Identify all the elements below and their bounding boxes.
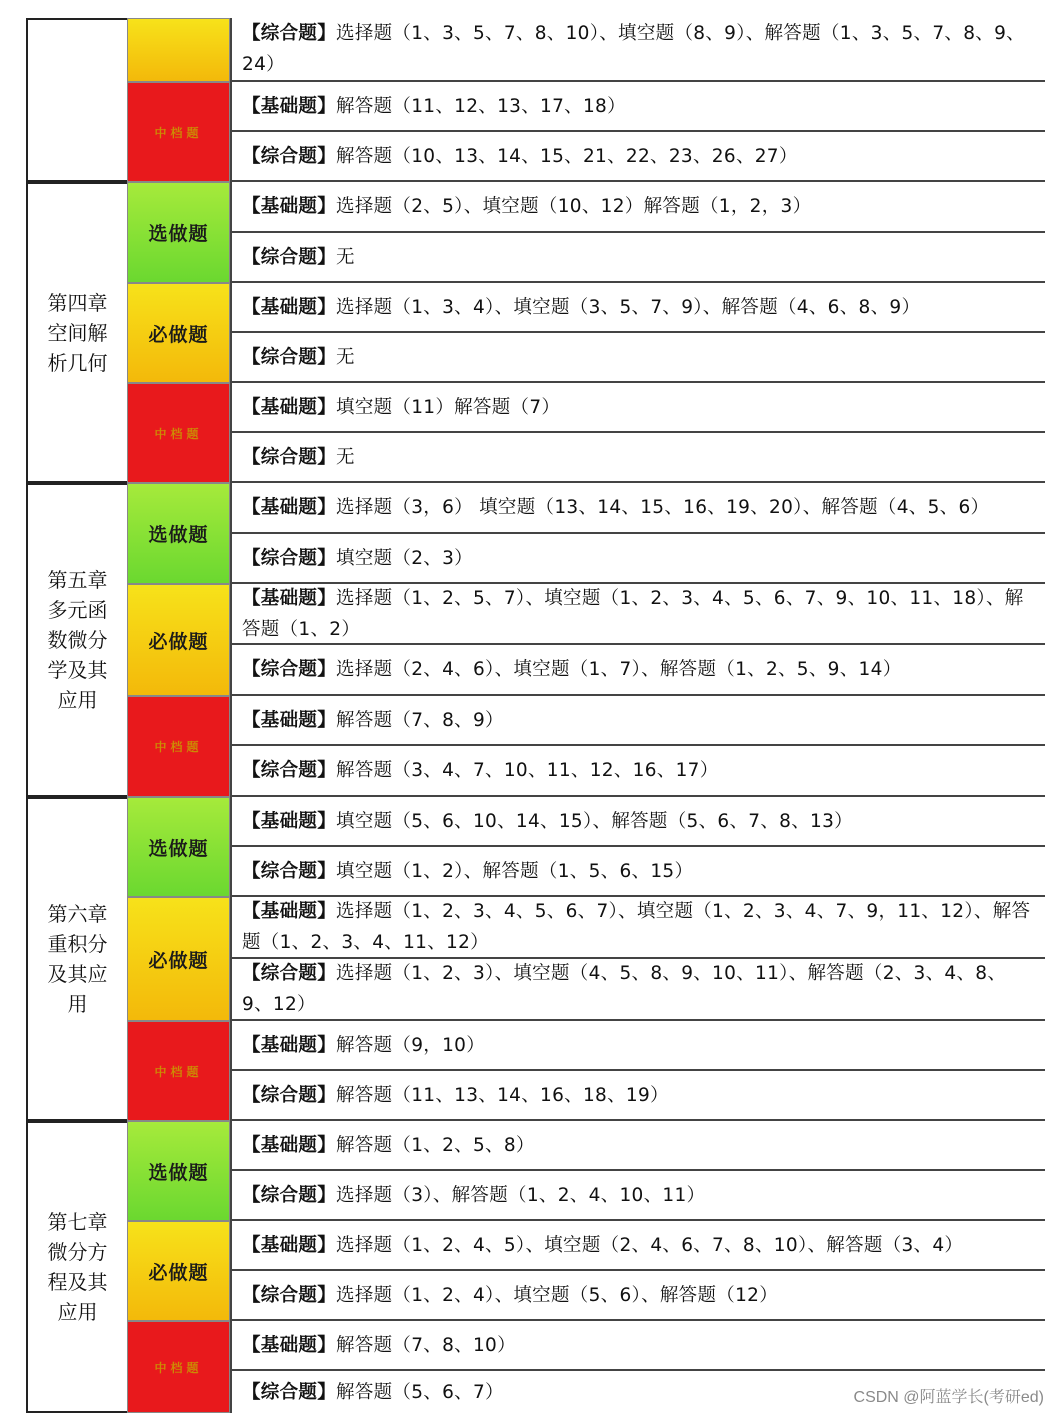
row-tag: 【综合题】 [242, 547, 337, 569]
level-cell [127, 18, 230, 82]
row-tag: 【综合题】 [242, 1084, 337, 1106]
table-row [230, 746, 1045, 797]
table-row [230, 1321, 1045, 1371]
level-label: 选做题 [148, 837, 209, 860]
level-cell [127, 283, 230, 383]
level-label: 中档题 [154, 426, 203, 441]
row-text: 填空题（2、3） [336, 547, 473, 569]
table-row [230, 897, 1045, 959]
row-tag: 【综合题】 [242, 145, 337, 167]
row-text: 解答题（5、6、7） [336, 1381, 504, 1403]
row-tag: 【综合题】 [242, 860, 337, 882]
row-text: 无 [336, 246, 355, 268]
row-text: 解答题（11、12、13、17、18） [336, 95, 626, 117]
level-cell [127, 897, 230, 1021]
level-cell [127, 1121, 230, 1221]
level-label: 中档题 [154, 1064, 203, 1079]
level-label: 选做题 [148, 1161, 209, 1184]
row-tag: 【综合题】 [242, 1184, 337, 1206]
table-row [230, 534, 1045, 584]
row-text: 解答题（9，10） [336, 1034, 486, 1056]
row-tag: 【基础题】 [242, 587, 337, 609]
row-text: 无 [336, 446, 355, 468]
table-row [230, 1271, 1045, 1321]
level-cell [127, 696, 230, 797]
chapter-label: 第七章 微分方 程及其 应用 [47, 1210, 108, 1324]
row-tag: 【基础题】 [242, 901, 337, 922]
table-row [230, 383, 1045, 433]
row-tag: 【综合题】 [242, 246, 337, 268]
table-row [230, 182, 1045, 233]
table-row [230, 283, 1045, 333]
row-tag: 【基础题】 [242, 810, 337, 832]
table-row [230, 433, 1045, 483]
table-row [230, 82, 1045, 132]
row-tag: 【综合题】 [242, 963, 337, 984]
chapter-cell [26, 483, 127, 797]
row-text: 填空题（5、6、10、14、15）、解答题（5、6、7、8、13） [336, 810, 853, 832]
row-text: 选择题（1、3、5、7、8、10）、填空题（8、9）、解答题（1、3、5、7、8、9、24） [242, 23, 1025, 75]
row-text: 选择题（2、4、6）、填空题（1、7）、解答题（1、2、5、9、14） [336, 659, 902, 680]
row-tag: 【综合题】 [242, 1284, 337, 1306]
table-row [230, 1071, 1045, 1121]
row-text: 填空题（11）解答题（7） [336, 396, 561, 418]
level-cell [127, 1221, 230, 1321]
row-tag: 【基础题】 [242, 497, 337, 518]
watermark: CSDN @阿蓝学长(考研ed) [853, 1389, 1044, 1406]
table-row [230, 584, 1045, 645]
level-label: 必做题 [148, 323, 209, 346]
table-row [230, 797, 1045, 847]
row-text: 解答题（7、8、10） [336, 1334, 516, 1356]
row-text: 选择题（1、2、5、7）、填空题（1、2、3、4、5、6、7、9、10、11、18）、解答题（1、2） [242, 587, 1024, 640]
level-label: 中档题 [154, 125, 203, 140]
level-cell [127, 182, 230, 283]
row-text: 选择题（3）、解答题（1、2、4、10、11） [336, 1184, 706, 1206]
level-cell [127, 1321, 230, 1413]
row-tag: 【基础题】 [242, 1234, 337, 1256]
table-row [230, 959, 1045, 1021]
chapter-label: 第五章 多元函 数微分 学及其 应用 [47, 568, 108, 712]
table-row [230, 645, 1045, 696]
level-label: 选做题 [148, 524, 209, 546]
row-text: 解答题（7、8、9） [336, 709, 504, 731]
row-text: 解答题（11、13、14、16、18、19） [336, 1084, 669, 1106]
row-text: 填空题（1、2）、解答题（1、5、6、15） [336, 860, 694, 882]
row-tag: 【综合题】 [242, 346, 337, 368]
level-label: 必做题 [148, 949, 209, 972]
row-tag: 【基础题】 [242, 1134, 337, 1156]
level-label: 必做题 [148, 630, 209, 653]
row-text: 解答题（10、13、14、15、21、22、23、26、27） [336, 145, 798, 167]
table-row [230, 18, 1045, 82]
table-row [230, 696, 1045, 746]
chapter-cell [26, 797, 127, 1121]
row-tag: 【基础题】 [242, 1334, 337, 1356]
table-row [230, 132, 1045, 182]
row-tag: 【基础题】 [242, 1034, 337, 1056]
row-tag: 【综合题】 [242, 23, 337, 44]
row-tag: 【基础题】 [242, 196, 337, 217]
level-label: 必做题 [148, 1261, 209, 1284]
level-label: 选做题 [148, 223, 209, 245]
row-text: 解答题（1、2、5、8） [336, 1134, 535, 1156]
row-text: 无 [336, 346, 355, 368]
chapter-cell [26, 18, 127, 182]
chapter-cell [26, 182, 127, 483]
table-row [230, 1021, 1045, 1071]
row-text: 选择题（1、2、3、4、5、6、7）、填空题（1、2、3、4、7、9，11、12）、解答题（1、2、3、4、11、12） [242, 901, 1031, 953]
row-tag: 【综合题】 [242, 659, 337, 680]
row-text: 选择题（2、5）、填空题（10、12）解答题（1，2，3） [336, 196, 812, 217]
row-text: 选择题（1、2、4）、填空题（5、6）、解答题（12） [336, 1284, 779, 1306]
table-row [230, 233, 1045, 283]
row-text: 选择题（3，6） 填空题（13、14、15、16、19、20）、解答题（4、5、6） [336, 497, 990, 518]
chapter-label: 第四章 空间解 析几何 [47, 290, 108, 375]
table-row [230, 1171, 1045, 1221]
level-cell [127, 383, 230, 483]
table-row [230, 847, 1045, 897]
level-label: 中档题 [154, 740, 203, 754]
row-tag: 【综合题】 [242, 760, 337, 781]
row-tag: 【基础题】 [242, 396, 337, 418]
table-row [230, 483, 1045, 534]
row-tag: 【综合题】 [242, 1381, 337, 1403]
level-cell [127, 584, 230, 696]
table-row [230, 333, 1045, 383]
chapter-label: 第六章 重积分 及其应 用 [47, 902, 108, 1016]
row-text: 选择题（1、2、3）、填空题（4、5、8、9、10、11）、解答题（2、3、4、8、9、12） [242, 963, 1007, 1015]
chapter-cell [26, 1121, 127, 1413]
row-tag: 【综合题】 [242, 446, 337, 468]
level-cell [127, 1021, 230, 1121]
row-tag: 【基础题】 [242, 296, 337, 318]
table-row [230, 1121, 1045, 1171]
level-cell [127, 483, 230, 584]
row-tag: 【基础题】 [242, 709, 337, 731]
level-cell [127, 82, 230, 182]
level-cell [127, 797, 230, 897]
row-tag: 【基础题】 [242, 95, 337, 117]
level-label: 中档题 [154, 1360, 203, 1375]
study-plan-table [26, 18, 1045, 1413]
row-text: 选择题（1、2、4、5）、填空题（2、4、6、7、8、10）、解答题（3、4） [336, 1234, 964, 1256]
table-row [230, 1221, 1045, 1271]
row-text: 选择题（1、3、4）、填空题（3、5、7、9）、解答题（4、6、8、9） [336, 296, 921, 318]
row-text: 解答题（3、4、7、10、11、12、16、17） [336, 760, 719, 781]
